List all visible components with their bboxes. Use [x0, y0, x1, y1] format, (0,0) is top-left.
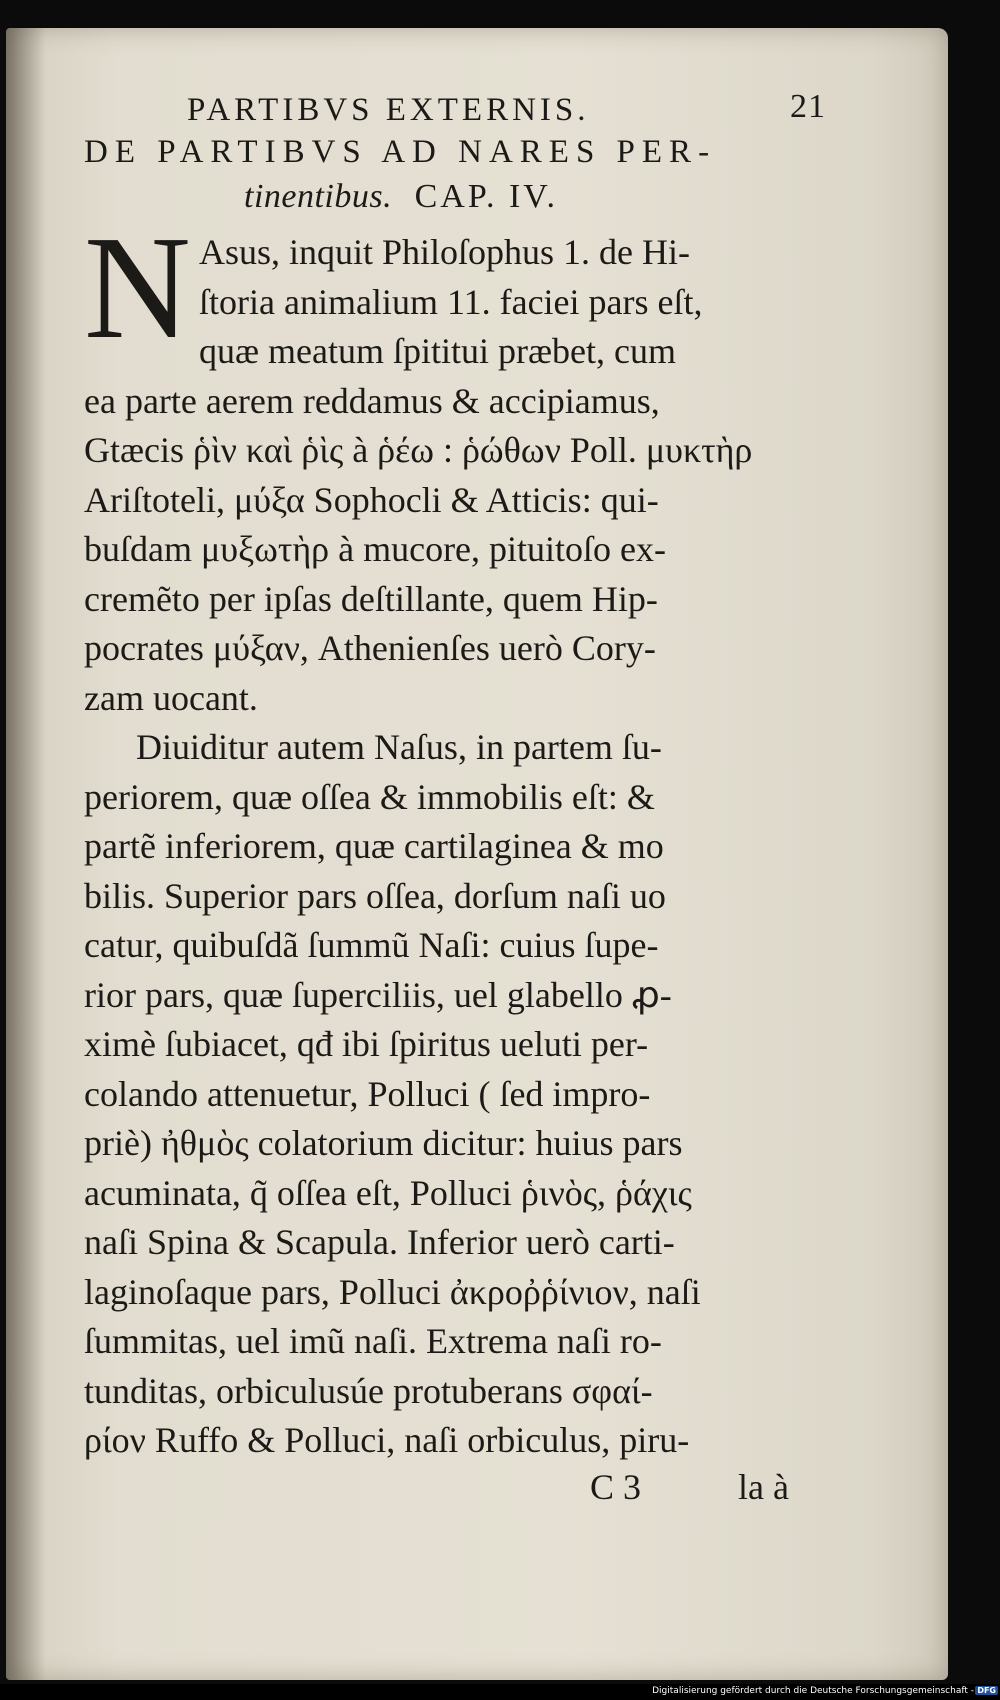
text-line: Ariſtoteli, μύξα Sophocli & Atticis: qui- — [84, 479, 659, 520]
text-line: ſummitas, uel imũ naſi. Extrema naſi ro- — [84, 1321, 662, 1361]
text-line: laginoſaque pars, Polluci ἀκροῤῥίνιον, naſi — [84, 1271, 701, 1312]
drop-capital: N — [84, 206, 191, 370]
dfg-logo: DFG — [977, 1686, 996, 1695]
text-line: catur, quibuſdã ſummũ Naſi: cuius ſupe- — [84, 925, 659, 965]
text-line: acuminata, q̃ oſſea eſt, Polluci ῥινὸς, ῥάχις — [84, 1172, 692, 1213]
text-line: tunditas, orbiculusúe protuberans σφαί- — [84, 1370, 653, 1411]
paragraph-2 — [84, 723, 844, 1466]
text-line: Asus, inquit Philoſophus 1. de Hi- — [199, 232, 691, 272]
text-line: zam uocant. — [84, 677, 258, 718]
text-line: periorem, quæ oſſea & immobilis eſt: & — [84, 776, 655, 817]
text-line: buſdam μυξωτὴρ à mucore, pituitoſo ex- — [84, 529, 667, 569]
text-line: cremẽto per ipſas deſtillante, quem Hip- — [84, 578, 658, 619]
chapter-subheading — [84, 178, 844, 228]
catchword: la à — [738, 1466, 789, 1507]
text-line: ρίον Ruffo & Polluci, naſi orbiculus, piru- — [84, 1420, 690, 1460]
page-number: 21 — [790, 88, 826, 125]
text-line: partẽ inferiorem, quæ cartilaginea & mo — [84, 826, 664, 866]
paragraph-1 — [84, 206, 844, 723]
text-line: quæ meatum ſpititui præbet, cum — [199, 331, 676, 371]
text-line: pocrates μύξαν, Athenienſes uerò Cory- — [84, 628, 656, 668]
text-line: priè) ἠθμὸς colatorium dicitur: huius pars — [84, 1123, 683, 1163]
digitization-note: Digitalisierung gefördert durch die Deutsche Forschungsgemeinschaft - — [652, 1686, 974, 1696]
text-line: Diuiditur autem Naſus, in partem ſu- — [136, 727, 662, 767]
chapter-heading: DE PARTIBVS AD NARES PER- — [84, 134, 717, 170]
running-title: PARTIBVS EXTERNIS. — [187, 92, 590, 128]
text-line: ea parte aerem reddamus & accipiamus, — [84, 380, 660, 421]
text-line: colando attenuetur, Polluci ( ſed impro- — [84, 1073, 651, 1114]
digitization-footer — [0, 1684, 1000, 1700]
chapter-heading-continuation: tinentibus. — [244, 178, 393, 215]
page-text-block — [84, 88, 844, 1516]
signature-mark: C 3 — [590, 1466, 642, 1507]
signature-line — [84, 1466, 844, 1516]
running-head — [84, 88, 844, 134]
text-line: bilis. Superior pars oſſea, dorſum naſi uo — [84, 875, 666, 916]
page-gutter-shadow — [6, 28, 46, 1680]
text-line: ſtoria animalium 11. faciei pars eſt, — [199, 281, 703, 322]
text-line: naſi Spina & Scapula. Inferior uerò carti- — [84, 1222, 675, 1262]
text-line: rior pars, quæ ſuperciliis, uel glabello ꝓ- — [84, 974, 672, 1015]
chapter-number: CAP. IV. — [414, 178, 558, 215]
text-line: ximè ſubiacet, qđ ibi ſpiritus ueluti per- — [84, 1024, 649, 1064]
text-line: Gtæcis ῥὶν καὶ ῥὶς à ῥέω : ῥώθων Poll. μυκτὴρ — [84, 430, 753, 470]
